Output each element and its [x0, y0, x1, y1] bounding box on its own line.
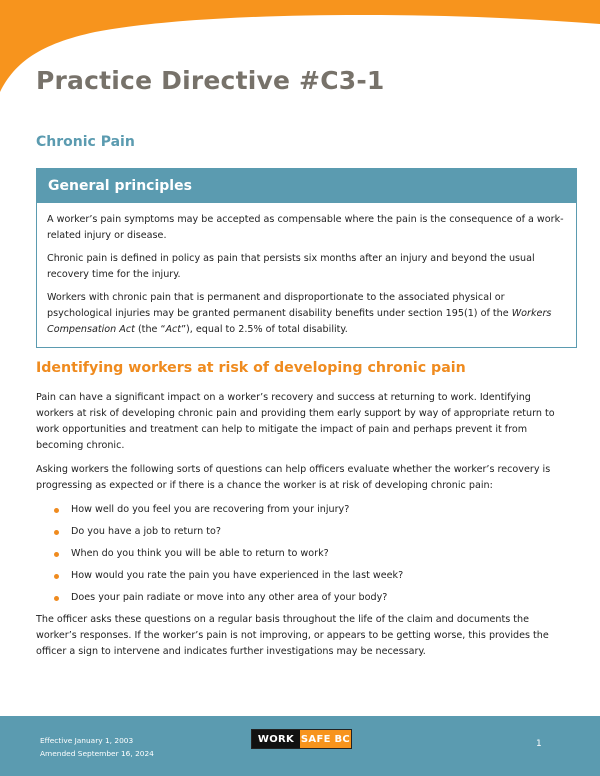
act-name: Workers Compensation Act [47, 308, 552, 335]
principle-paragraph: A worker’s pain symptoms may be accepted as compensable where the pain is the consequence of a work-related injury or disease. [47, 214, 564, 241]
question-list-item [36, 546, 571, 562]
act-short-name: Act [165, 324, 182, 335]
principle-text: (the “ [134, 324, 166, 335]
principle-paragraph: Chronic pain is defined in policy as pain that persists six months after an injury and beyond the usual recovery time for the injury. [47, 253, 535, 280]
general-principles-body [37, 203, 576, 347]
page-subtitle: Chronic Pain [36, 134, 135, 150]
question-list-item [36, 568, 571, 584]
question-list-item [36, 590, 571, 606]
bullet-icon [54, 508, 59, 513]
footer-dates [40, 734, 154, 760]
effective-date: Effective January 1, 2003 [40, 736, 134, 745]
question-text: When do you think you will be able to return to work? [71, 548, 329, 559]
section-paragraph: The officer asks these questions on a regular basis throughout the life of the claim and documents the worker’s responses. If the worker’s pain is not improving, or appears to be getting worse, this provides the officer a sign to intervene and indicates further investigations may be necessary. [36, 614, 549, 657]
page-number: 1 [536, 739, 542, 749]
amended-date: Amended September 16, 2024 [40, 749, 154, 758]
question-text: Does your pain radiate or move into any other area of your body? [71, 592, 388, 603]
logo-work-text: WORK [252, 730, 300, 748]
worksafebc-logo [251, 729, 352, 749]
section-paragraph: Pain can have a significant impact on a worker’s recovery and success at returning to work. Identifying workers at risk of developing chronic pain and providing them early support by way of appropriate return to work opportunities and treatment can help to mitigate the impact of pain and perhaps prevent it from becoming chronic. [36, 392, 555, 451]
principle-text: ”), equal to 2.5% of total disability. [181, 324, 348, 335]
bullet-icon [54, 596, 59, 601]
question-text: Do you have a job to return to? [71, 526, 221, 537]
principle-paragraph [47, 290, 566, 338]
section-heading: Identifying workers at risk of developing chronic pain [36, 360, 466, 376]
question-list [36, 502, 571, 606]
section-paragraph: Asking workers the following sorts of questions can help officers evaluate whether the worker’s recovery is progressing as expected or if there is a chance the worker is at risk of developing chronic pain: [36, 464, 551, 491]
question-list-item [36, 502, 571, 518]
question-text: How would you rate the pain you have experienced in the last week? [71, 570, 404, 581]
bullet-icon [54, 552, 59, 557]
header-swoosh [0, 0, 600, 120]
bullet-icon [54, 530, 59, 535]
question-list-item [36, 524, 571, 540]
principle-text: Workers with chronic pain that is permanent and disproportionate to the associated physical or psychological injuries may be granted permanent disability benefits under section 195(1) of the [47, 292, 512, 319]
bullet-icon [54, 574, 59, 579]
general-principles-box [36, 168, 577, 348]
question-text: How well do you feel you are recovering from your injury? [71, 504, 350, 515]
general-principles-heading: General principles [37, 169, 576, 203]
section-content [36, 390, 571, 668]
logo-safe-text: SAFE BC [300, 730, 351, 748]
page-title: Practice Directive #C3-1 [36, 66, 385, 95]
